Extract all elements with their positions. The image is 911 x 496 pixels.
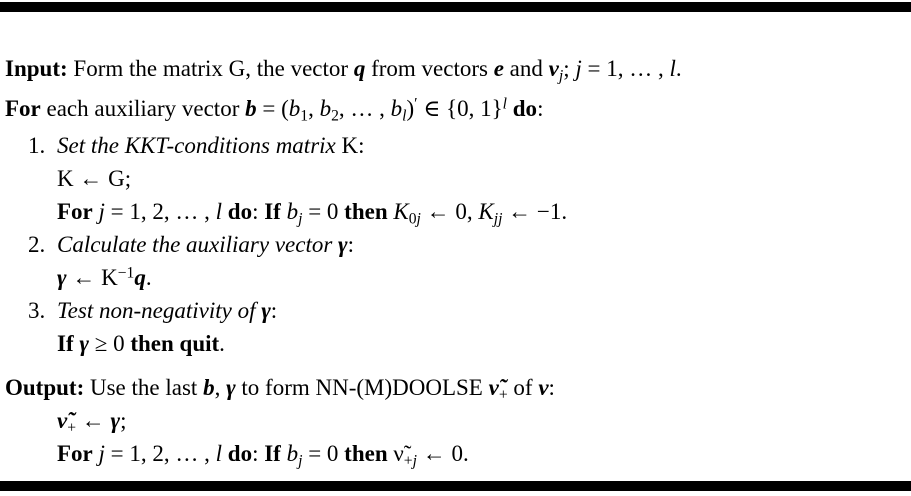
text-segment: −1 [117,264,135,282]
text-segment: If [264,441,281,466]
text-segment: l [669,56,676,81]
text-segment: K [393,199,409,224]
text-segment: j [498,210,503,228]
step-1-body-line [0,162,911,195]
text-segment: , [214,375,227,400]
text-segment: . [675,56,682,81]
step-2-number: 2. [28,232,46,257]
text-segment: ; [120,408,127,433]
text-segment: For [5,96,41,121]
text-segment: ← 0. [416,441,469,466]
step-1-body-text [57,166,131,191]
text-segment: 1 [300,107,309,125]
text-segment: : [252,441,265,466]
output-line [0,371,911,404]
text-segment: = 0 [302,199,345,224]
text-segment: l [215,441,223,466]
text-segment: , [308,96,320,121]
text-segment: For [57,441,93,466]
text-segment: . [219,331,225,356]
text-segment: γ [110,408,121,433]
text-segment: 2 [331,107,339,125]
text-segment: + [403,452,413,470]
text-segment: Input: [5,56,68,81]
text-segment: : [270,298,278,323]
text-segment: Test non-negativity of [57,298,256,323]
text-segment: l [402,107,407,125]
text-segment: do [512,96,538,121]
step-2-title [57,232,354,257]
output-body-line [0,437,911,470]
step-3-body-text [57,331,225,356]
text-segment: Output: [5,375,85,400]
text-segment: from vectors [365,56,494,81]
text-segment: = 1, 2, … , [104,199,216,224]
foreach-line-text [5,95,544,125]
step-3-title [57,298,277,323]
text-segment: j [416,210,421,228]
input-line [0,52,911,85]
text-segment: b [288,96,301,121]
step-2-title-line [0,228,911,261]
output-body-text [57,408,127,437]
text-segment: K [478,199,494,224]
text-segment: ν̃ [57,408,68,433]
text-segment: K ← G; [57,166,132,191]
step-1-number: 1. [28,133,46,158]
text-segment: = 1, 2, … , [104,441,216,466]
step-2-body-text [57,265,152,290]
text-segment: ← K [66,265,118,290]
text-segment: Form the matrix G, the vector [67,56,354,81]
text-segment: b [390,96,403,121]
step-3-body-line [0,327,911,360]
step-3-title-line [0,294,911,327]
text-segment: ) [406,96,415,121]
step-1-body-line [0,195,911,228]
text-segment: , … , [338,96,391,121]
text-segment: + [67,419,77,437]
text-segment: ν̃ [393,441,404,466]
text-segment: do [227,199,253,224]
output-line-text [5,375,555,404]
text-segment: q [134,265,146,290]
text-segment: ← 0, [420,199,479,224]
output-body-text [57,441,469,470]
text-segment: v [548,56,559,81]
step-3-number: 3. [28,298,46,323]
text-segment: K: [335,133,365,158]
text-segment: γ [226,375,236,400]
text-segment: then [344,199,388,224]
text-segment: ; [563,56,576,81]
text-segment: : [537,96,544,121]
output-body-line [0,404,911,437]
text-segment: ← [76,408,111,433]
text-segment: then [344,441,388,466]
text-segment: j [412,452,417,470]
text-segment: If [264,199,281,224]
text-segment: j [98,199,105,224]
text-segment: If [57,331,74,356]
text-segment: ν̃ [488,375,499,400]
text-segment: γ [57,265,67,290]
text-segment: each auxiliary vector [40,96,246,121]
top-rule [0,2,911,12]
text-segment: b [203,375,215,400]
text-segment: For [57,199,93,224]
text-segment: : [347,232,354,257]
text-segment: l [215,199,223,224]
text-segment: : [548,375,555,400]
text-segment: = 0 [302,441,345,466]
text-segment: = ( [256,96,289,121]
text-segment: Use the last [84,375,204,400]
text-segment: j [493,210,499,228]
text-segment: ← −1. [502,199,568,224]
step-1-title [57,133,365,158]
text-segment: γ [79,331,89,356]
text-segment: γ [261,298,271,323]
text-segment: : [252,199,265,224]
text-segment: j [98,441,105,466]
text-segment: ≥ 0 [88,331,131,356]
bottom-rule [0,481,911,491]
text-segment: = 1, … , [581,56,670,81]
text-segment: . [145,265,152,290]
step-1-title-line [0,129,911,162]
text-segment: to form NN-(M)DOOLSE [235,375,489,400]
text-segment: b [245,96,257,121]
text-segment: γ [338,232,348,257]
step-2-body-line [0,261,911,294]
text-segment: j [558,67,564,85]
text-segment: then quit [130,331,220,356]
text-segment: and [503,56,549,81]
text-segment: ∈ {0, 1} [417,96,503,121]
text-segment: b [286,441,299,466]
text-segment: 0 [408,210,417,228]
input-line-text [5,56,682,85]
text-segment: b [286,199,299,224]
text-segment: q [353,56,366,81]
text-segment: ν [538,375,549,400]
text-segment: l [502,95,508,113]
text-segment: j [575,56,582,81]
text-segment: Set the KKT-conditions matrix [57,133,336,158]
text-segment: ′ [414,95,418,113]
text-segment: j [298,210,303,228]
text-segment: j [298,452,303,470]
text-segment: Calculate the auxiliary vector [57,232,333,257]
text-segment: b [319,96,332,121]
text-segment: + [498,386,508,404]
step-1-body-text [57,199,568,228]
foreach-line [0,92,911,125]
text-segment: of [507,375,539,400]
text-segment: e [493,56,504,81]
text-segment: do [227,441,253,466]
